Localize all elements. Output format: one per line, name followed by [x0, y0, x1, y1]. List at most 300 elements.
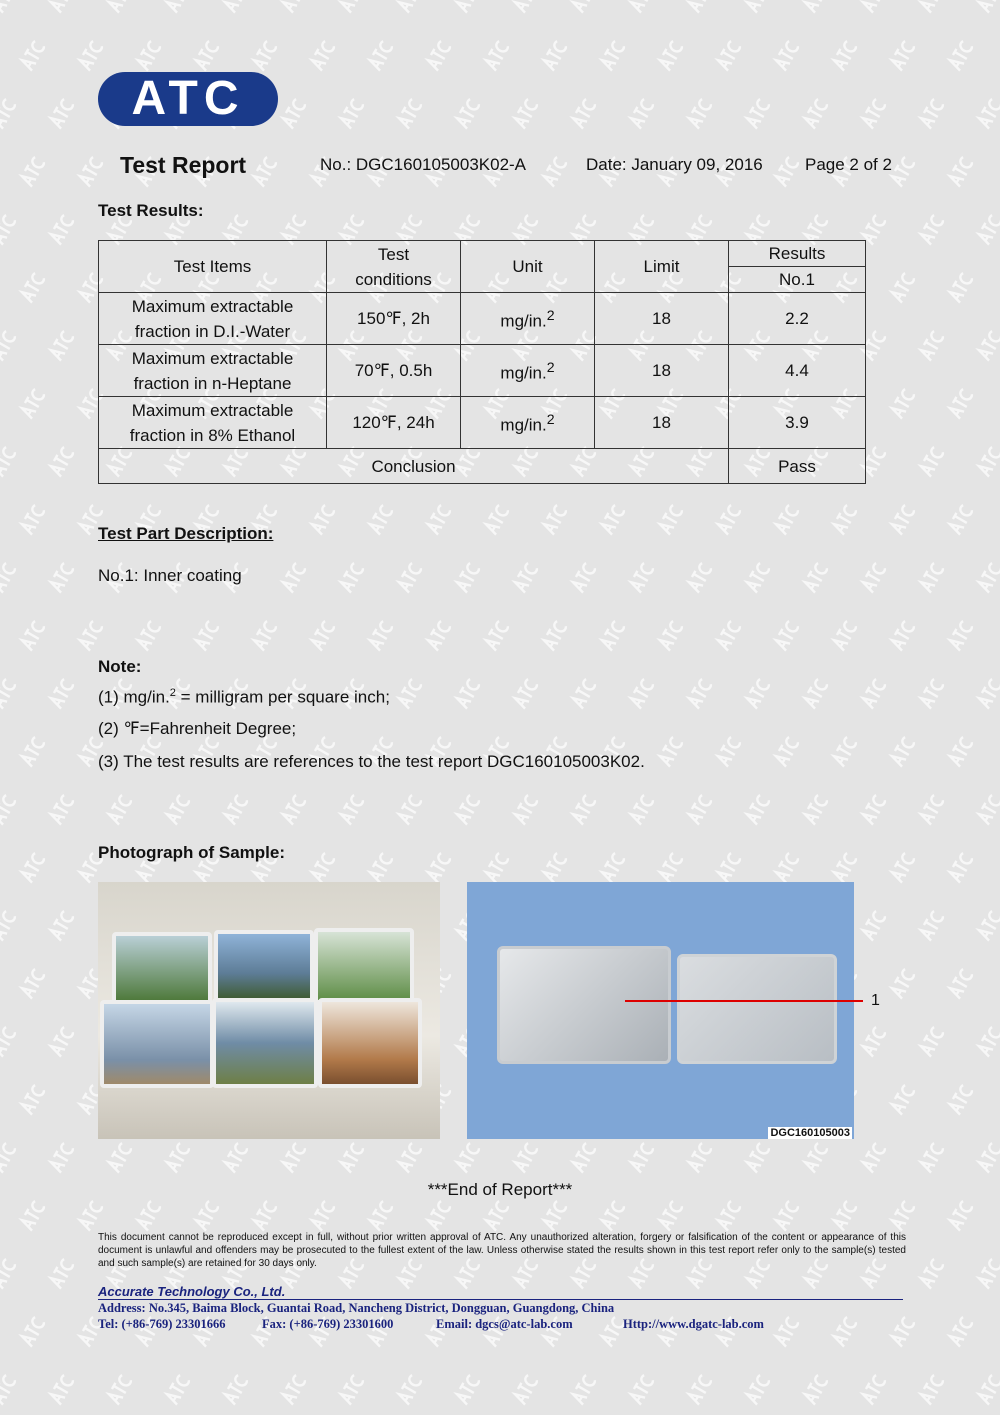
watermark-mark [600, 620, 626, 650]
watermark-mark [919, 1142, 945, 1172]
watermark-mark [571, 1142, 597, 1172]
watermark-mark [484, 620, 510, 650]
watermark-mark [658, 1200, 684, 1230]
watermark-mark [0, 214, 17, 244]
watermark-mark [339, 562, 365, 592]
note-text: (1) mg/in. [98, 687, 170, 707]
watermark-mark [832, 620, 858, 650]
watermark-mark [803, 98, 829, 128]
watermark-mark [455, 98, 481, 128]
watermark-mark [977, 214, 1000, 244]
watermark-mark [861, 98, 887, 128]
header-text: conditions [355, 269, 432, 289]
watermark-mark [861, 0, 887, 13]
watermark-mark [310, 852, 336, 882]
sample-photo-open-tin [467, 882, 880, 1139]
watermark-mark [658, 736, 684, 766]
watermark-mark [194, 620, 220, 650]
tin-lid [314, 928, 414, 1004]
watermark-mark [310, 40, 336, 70]
watermark-mark [136, 1200, 162, 1230]
watermark-mark [368, 504, 394, 534]
watermark-mark [948, 156, 974, 186]
watermark-mark [571, 0, 597, 13]
watermark-mark [803, 794, 829, 824]
watermark-mark [803, 678, 829, 708]
watermark-mark [513, 1374, 539, 1404]
watermark-mark [542, 620, 568, 650]
watermark-mark [948, 1316, 974, 1346]
watermark-mark [861, 562, 887, 592]
watermark-mark [49, 1142, 75, 1172]
watermark-mark [49, 1258, 75, 1288]
watermark-mark [716, 504, 742, 534]
watermark-mark [165, 0, 191, 13]
watermark-mark [948, 968, 974, 998]
watermark-mark [0, 0, 17, 13]
watermark-mark [49, 446, 75, 476]
watermark-mark [687, 794, 713, 824]
watermark-mark [194, 1200, 220, 1230]
watermark-mark [513, 678, 539, 708]
watermark-mark [687, 1374, 713, 1404]
watermark-mark [0, 1374, 17, 1404]
watermark-mark [426, 852, 452, 882]
watermark-mark [484, 504, 510, 534]
watermark-mark [832, 1200, 858, 1230]
watermark-mark [832, 504, 858, 534]
watermark-mark [629, 98, 655, 128]
watermark-mark [368, 1200, 394, 1230]
watermark-mark [861, 910, 887, 940]
watermark-mark [20, 388, 46, 418]
watermark-mark [948, 620, 974, 650]
watermark-mark [687, 0, 713, 13]
watermark-mark [281, 98, 307, 128]
watermark-mark [774, 1316, 800, 1346]
company-email: Email: dgcs@atc-lab.com [436, 1317, 573, 1331]
page-number: Page 2 of 2 [805, 155, 892, 174]
watermark-mark [136, 620, 162, 650]
watermark-mark [542, 40, 568, 70]
watermark-mark [397, 1374, 423, 1404]
watermark-mark [629, 1374, 655, 1404]
watermark-mark [716, 620, 742, 650]
watermark-mark [78, 1200, 104, 1230]
unit [461, 397, 595, 449]
watermark-mark [919, 678, 945, 708]
header-results: Results [729, 241, 866, 267]
photo-stamp: DGC160105003 [770, 1127, 850, 1139]
note-heading: Note: [98, 657, 142, 676]
unit-text: mg/in. [500, 311, 547, 331]
note-text: = milligram per square inch; [175, 687, 390, 707]
watermark-mark [20, 40, 46, 70]
watermark-mark [513, 1142, 539, 1172]
watermark-mark [774, 504, 800, 534]
watermark-mark [687, 98, 713, 128]
watermark-mark [0, 1026, 17, 1056]
watermark-mark [948, 736, 974, 766]
watermark-mark [49, 910, 75, 940]
watermark-mark [832, 736, 858, 766]
header-unit: Unit [461, 241, 595, 293]
unit-sup: 2 [546, 359, 555, 376]
watermark-mark [368, 40, 394, 70]
watermark-mark [484, 852, 510, 882]
watermark-mark [948, 1084, 974, 1114]
watermark-mark [948, 852, 974, 882]
part-description-text: No.1: Inner coating [98, 566, 242, 585]
watermark-mark [426, 504, 452, 534]
watermark-mark [948, 40, 974, 70]
watermark-mark [890, 40, 916, 70]
watermark-mark [716, 852, 742, 882]
watermark-mark [629, 562, 655, 592]
watermark-mark [49, 562, 75, 592]
item-line: fraction in 8% Ethanol [129, 425, 296, 445]
watermark-mark [774, 852, 800, 882]
watermark-mark [919, 1258, 945, 1288]
watermark-mark [687, 678, 713, 708]
watermark-mark [658, 504, 684, 534]
watermark-mark [658, 852, 684, 882]
watermark-mark [49, 98, 75, 128]
watermark-mark [107, 0, 133, 13]
watermark-mark [107, 1374, 133, 1404]
watermark-mark [368, 620, 394, 650]
test-item [99, 345, 327, 397]
watermark-mark [281, 1142, 307, 1172]
header-no1: No.1 [729, 267, 866, 293]
table-row [99, 293, 866, 345]
watermark-mark [136, 40, 162, 70]
watermark-mark [281, 562, 307, 592]
watermark-mark [49, 1374, 75, 1404]
watermark-mark [745, 1374, 771, 1404]
watermark-mark [890, 1316, 916, 1346]
watermark-mark [455, 562, 481, 592]
watermark-mark [426, 1200, 452, 1230]
watermark-mark [0, 1142, 17, 1172]
item-line: Maximum extractable [131, 296, 294, 316]
watermark-mark [281, 1374, 307, 1404]
watermark-mark [368, 852, 394, 882]
watermark-mark [919, 98, 945, 128]
condition: 120℉, 24h [327, 397, 461, 449]
watermark-mark [20, 272, 46, 302]
watermark-mark [252, 156, 278, 186]
result: 4.4 [729, 345, 866, 397]
watermark-mark [484, 40, 510, 70]
header-text: Test [377, 244, 410, 264]
watermark-mark [339, 794, 365, 824]
watermark-mark [977, 1258, 1000, 1288]
watermark-mark [49, 330, 75, 360]
company-tel: Tel: (+86-769) 23301666 [98, 1317, 226, 1331]
tin-lid [318, 998, 422, 1088]
watermark-mark [20, 1200, 46, 1230]
watermark-mark [165, 794, 191, 824]
note-3: (3) The test results are references to the test report DGC160105003K02. [98, 752, 645, 771]
results-table [98, 240, 866, 484]
watermark-mark [745, 98, 771, 128]
watermark-mark [774, 156, 800, 186]
watermark-mark [78, 156, 104, 186]
watermark-mark [397, 1142, 423, 1172]
watermark-mark [890, 1200, 916, 1230]
watermark-mark [542, 852, 568, 882]
watermark-mark [745, 1142, 771, 1172]
watermark-mark [890, 620, 916, 650]
watermark-mark [919, 330, 945, 360]
watermark-mark [890, 736, 916, 766]
item-line: fraction in n-Heptane [133, 373, 292, 393]
watermark-mark [281, 794, 307, 824]
watermark-mark [571, 1374, 597, 1404]
watermark-mark [890, 504, 916, 534]
watermark-mark [223, 1142, 249, 1172]
watermark-mark [571, 794, 597, 824]
limit: 18 [595, 345, 729, 397]
tin-lid [677, 954, 837, 1064]
watermark-mark [0, 330, 17, 360]
watermark-mark [20, 156, 46, 186]
watermark-mark [629, 1142, 655, 1172]
watermark-mark [803, 1142, 829, 1172]
company-name: Accurate Technology Co., Ltd. [98, 1284, 903, 1300]
limit: 18 [595, 293, 729, 345]
watermark-mark [745, 678, 771, 708]
watermark-mark [629, 0, 655, 13]
watermark-mark [281, 0, 307, 13]
watermark-mark [571, 98, 597, 128]
watermark-mark [0, 1258, 17, 1288]
watermark-mark [455, 0, 481, 13]
note-sup: 2 [169, 687, 176, 699]
watermark-mark [310, 1200, 336, 1230]
watermark-mark [310, 620, 336, 650]
watermark-mark [774, 40, 800, 70]
watermark-mark [890, 156, 916, 186]
watermark-mark [426, 40, 452, 70]
watermark-mark [310, 504, 336, 534]
watermark-mark [977, 1374, 1000, 1404]
watermark-mark [397, 0, 423, 13]
watermark-mark [687, 562, 713, 592]
watermark-mark [716, 40, 742, 70]
report-number: No.: DGC160105003K02-A [320, 155, 527, 174]
item-line: Maximum extractable [131, 348, 294, 368]
watermark-mark [977, 1142, 1000, 1172]
watermark-mark [339, 98, 365, 128]
watermark-mark [600, 40, 626, 70]
watermark-mark [397, 794, 423, 824]
watermark-mark [339, 1142, 365, 1172]
test-item [99, 397, 327, 449]
watermark-mark [0, 678, 17, 708]
watermark-mark [513, 562, 539, 592]
watermark-mark [774, 736, 800, 766]
result: 2.2 [729, 293, 866, 345]
table-row [99, 397, 866, 449]
watermark-mark [223, 1374, 249, 1404]
company-website: Http://www.dgatc-lab.com [623, 1317, 764, 1331]
watermark-mark [948, 272, 974, 302]
watermark-mark [542, 504, 568, 534]
tin-lid [212, 998, 318, 1088]
part-description-heading: Test Part Description: [98, 524, 274, 543]
unit-text: mg/in. [500, 363, 547, 383]
watermark-mark [397, 678, 423, 708]
watermark-mark [252, 620, 278, 650]
watermark-mark [513, 98, 539, 128]
end-of-report: ***End of Report*** [427, 1180, 573, 1199]
watermark-mark [455, 678, 481, 708]
watermark-mark [919, 794, 945, 824]
watermark-mark [890, 388, 916, 418]
watermark-mark [658, 40, 684, 70]
watermark-mark [948, 504, 974, 534]
atc-logo: ATC [98, 72, 278, 126]
watermark-mark [0, 446, 17, 476]
report-date: Date: January 09, 2016 [586, 155, 763, 174]
watermark-mark [861, 1142, 887, 1172]
watermark-mark [20, 620, 46, 650]
tin-lid [100, 1000, 214, 1088]
watermark-mark [49, 0, 75, 13]
watermark-mark [745, 794, 771, 824]
watermark-mark [78, 40, 104, 70]
sample-photo-tins [98, 882, 440, 1139]
watermark-mark [339, 0, 365, 13]
watermark-mark [832, 40, 858, 70]
unit [461, 345, 595, 397]
watermark-mark [20, 1084, 46, 1114]
watermark-mark [194, 40, 220, 70]
watermark-mark [49, 794, 75, 824]
watermark-mark [339, 1374, 365, 1404]
condition: 70℉, 0.5h [327, 345, 461, 397]
watermark-mark [571, 678, 597, 708]
watermark-mark [861, 1026, 887, 1056]
note-1 [98, 687, 390, 708]
watermark-mark [745, 0, 771, 13]
watermark-mark [919, 1026, 945, 1056]
watermark-mark [107, 794, 133, 824]
result: 3.9 [729, 397, 866, 449]
watermark-mark [600, 504, 626, 534]
watermark-mark [397, 562, 423, 592]
watermark-mark [803, 562, 829, 592]
conclusion-label: Conclusion [99, 449, 729, 484]
watermark-mark [832, 1316, 858, 1346]
watermark-mark [0, 562, 17, 592]
watermark-mark [861, 794, 887, 824]
watermark-mark [977, 330, 1000, 360]
watermark-mark [600, 1316, 626, 1346]
watermark-mark [890, 852, 916, 882]
condition: 150℉, 2h [327, 293, 461, 345]
watermark-mark [745, 562, 771, 592]
watermark-mark [629, 678, 655, 708]
watermark-mark [542, 156, 568, 186]
watermark-mark [107, 1142, 133, 1172]
watermark-mark [513, 0, 539, 13]
watermark-mark [803, 1374, 829, 1404]
limit: 18 [595, 397, 729, 449]
watermark-mark [0, 98, 17, 128]
watermark-mark [484, 1200, 510, 1230]
tin-base [497, 946, 671, 1064]
unit-sup: 2 [546, 411, 555, 428]
watermark-mark [513, 794, 539, 824]
company-fax: Fax: (+86-769) 23301600 [262, 1317, 394, 1331]
watermark-mark [919, 0, 945, 13]
watermark-mark [687, 1142, 713, 1172]
watermark-mark [49, 678, 75, 708]
conclusion-row [99, 449, 866, 484]
watermark-mark [20, 968, 46, 998]
watermark-mark [78, 620, 104, 650]
test-item [99, 293, 327, 345]
watermark-mark [20, 1316, 46, 1346]
watermark-mark [252, 40, 278, 70]
item-line: Maximum extractable [131, 400, 294, 420]
watermark-mark [774, 1200, 800, 1230]
watermark-mark [223, 794, 249, 824]
watermark-mark [455, 1374, 481, 1404]
unit-text: mg/in. [500, 415, 547, 435]
watermark-mark [919, 910, 945, 940]
watermark-mark [890, 1084, 916, 1114]
disclaimer: This document cannot be reproduced except in full, without prior written approval of ATC. Any unauthorized alteration, forgery or falsification of the content or appearance of this document is unlawful and offenders may be prosecuted to the fullest extent of the law. Unless otherwise stated the results shown in this test report refer only to the sample(s) tested and such sample(s) are retained for 30 days only. [98, 1232, 906, 1269]
watermark-mark [803, 0, 829, 13]
watermark-mark [426, 620, 452, 650]
watermark-mark [20, 852, 46, 882]
watermark-mark [948, 388, 974, 418]
watermark-mark [629, 794, 655, 824]
table-row [99, 345, 866, 397]
watermark-mark [49, 214, 75, 244]
unit [461, 293, 595, 345]
pointer-line [625, 1000, 863, 1002]
photo-heading: Photograph of Sample: [98, 843, 285, 862]
tin-lid [112, 932, 212, 1004]
watermark-mark [455, 794, 481, 824]
header-test-conditions [327, 241, 461, 293]
unit-sup: 2 [546, 307, 555, 324]
watermark-mark [861, 1374, 887, 1404]
watermark-mark [20, 504, 46, 534]
watermark-mark [716, 736, 742, 766]
watermark-mark [600, 1200, 626, 1230]
watermark-mark [977, 794, 1000, 824]
watermark-mark [861, 678, 887, 708]
watermark-mark [977, 1026, 1000, 1056]
watermark-mark [542, 1200, 568, 1230]
tin-lid [214, 930, 314, 1004]
conclusion-value: Pass [729, 449, 866, 484]
watermark-mark [252, 1200, 278, 1230]
watermark-mark [832, 852, 858, 882]
watermark-mark [977, 98, 1000, 128]
watermark-mark [455, 1142, 481, 1172]
watermark-mark [919, 446, 945, 476]
report-title: Test Report [120, 152, 247, 178]
watermark-mark [890, 272, 916, 302]
watermark-mark [165, 1374, 191, 1404]
